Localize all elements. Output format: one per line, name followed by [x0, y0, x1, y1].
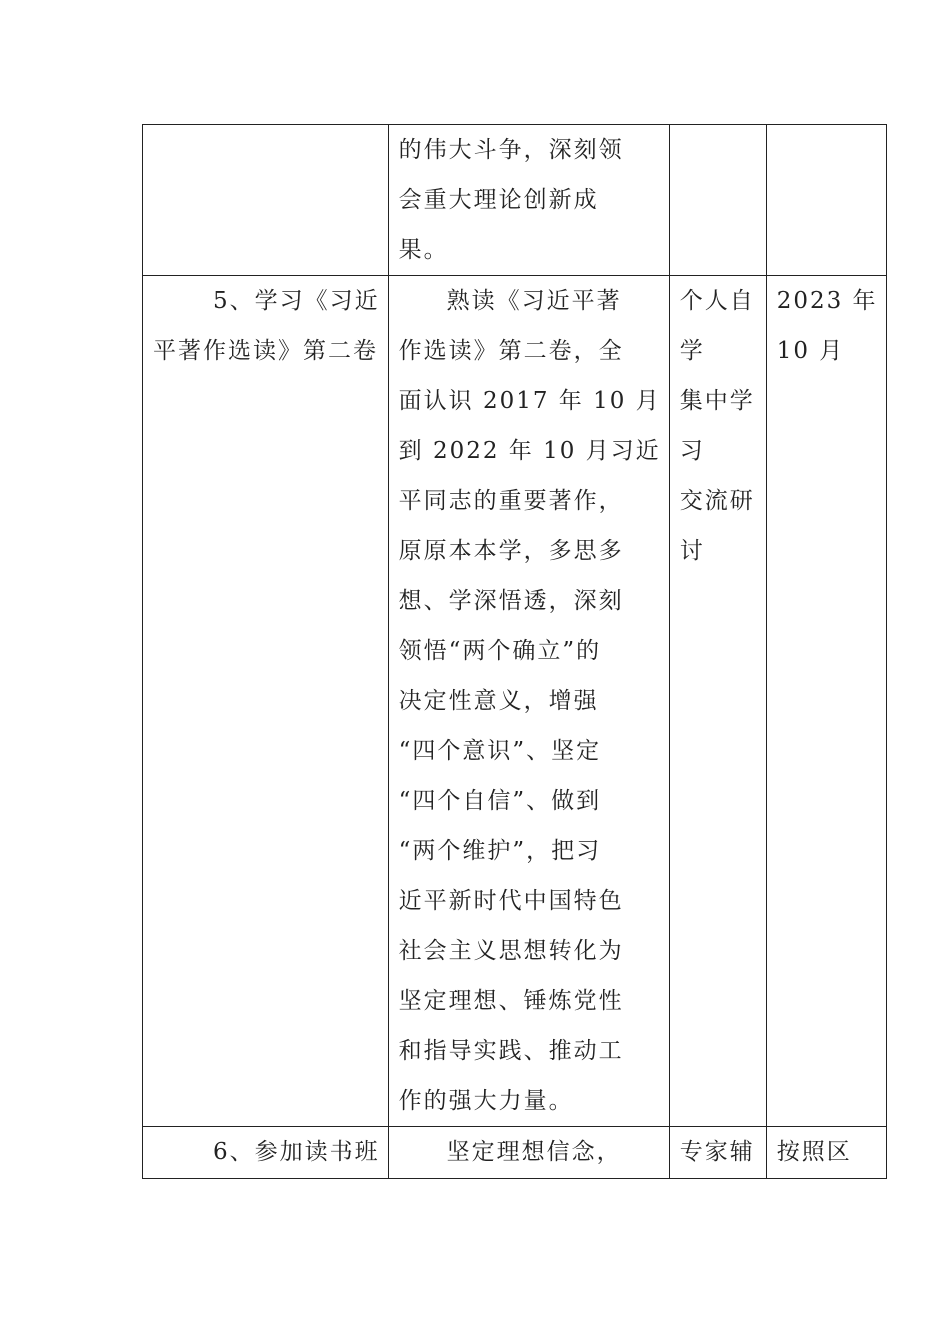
content-line: 到 2022 年 10 月习近	[398, 438, 661, 464]
content-line: 作的强大力量。	[398, 1088, 574, 1114]
plan-table	[142, 124, 887, 1179]
time-line: 10 月	[776, 338, 845, 364]
cell-content	[388, 1127, 669, 1179]
method-line: 交流研	[679, 488, 755, 514]
cell-time	[766, 276, 886, 1127]
cell-time	[766, 125, 886, 276]
content-line: 坚定理想、锤炼党性	[398, 988, 624, 1014]
content-line: 的伟大斗争，深刻领	[398, 137, 624, 163]
table-row-continuation	[143, 125, 887, 276]
content-line: 果。	[398, 237, 449, 263]
cell-item	[143, 1127, 389, 1179]
content-line: 社会主义思想转化为	[398, 938, 624, 964]
cell-method	[669, 1127, 766, 1179]
method-line: 学	[679, 338, 705, 364]
cell-content	[388, 276, 669, 1127]
content-line: 想、学深悟透，深刻	[398, 588, 624, 614]
content-line: 领悟“两个确立”的	[398, 638, 602, 664]
method-line: 个人自	[679, 288, 755, 314]
content-line: 和指导实践、推动工	[398, 1038, 624, 1064]
table-row-item-6	[143, 1127, 887, 1179]
content-line: “两个维护”，把习	[398, 838, 602, 864]
method-line: 讨	[679, 538, 705, 564]
time-line: 2023 年	[776, 288, 878, 314]
content-line: 决定性意义，增强	[398, 688, 599, 714]
content-line: 近平新时代中国特色	[398, 888, 624, 914]
method-line: 专家辅	[679, 1139, 755, 1165]
content-line: 熟读《习近平著	[446, 288, 622, 314]
cell-time	[766, 1127, 886, 1179]
content-line: “四个自信”、做到	[398, 788, 602, 814]
item-title-line: 6、参加读书班	[213, 1139, 380, 1165]
cell-item	[143, 125, 389, 276]
item-title-line: 平著作选读》第二卷	[153, 338, 378, 364]
cell-content	[388, 125, 669, 276]
content-line: “四个意识”、坚定	[398, 738, 602, 764]
content-line: 原原本本学，多思多	[398, 538, 624, 564]
method-line: 习	[679, 438, 705, 464]
time-line: 按照区	[776, 1139, 852, 1165]
cell-method	[669, 125, 766, 276]
item-title-line: 5、学习《习近	[213, 288, 380, 314]
cell-method	[669, 276, 766, 1127]
content-line: 作选读》第二卷，全	[398, 338, 624, 364]
cell-item	[143, 276, 389, 1127]
content-line: 坚定理想信念，	[446, 1139, 622, 1165]
method-line: 集中学	[679, 388, 755, 414]
content-line: 平同志的重要著作，	[398, 488, 624, 514]
content-line: 会重大理论创新成	[398, 187, 599, 213]
table-row-item-5	[143, 276, 887, 1127]
content-line: 面认识 2017 年 10 月	[398, 388, 661, 414]
